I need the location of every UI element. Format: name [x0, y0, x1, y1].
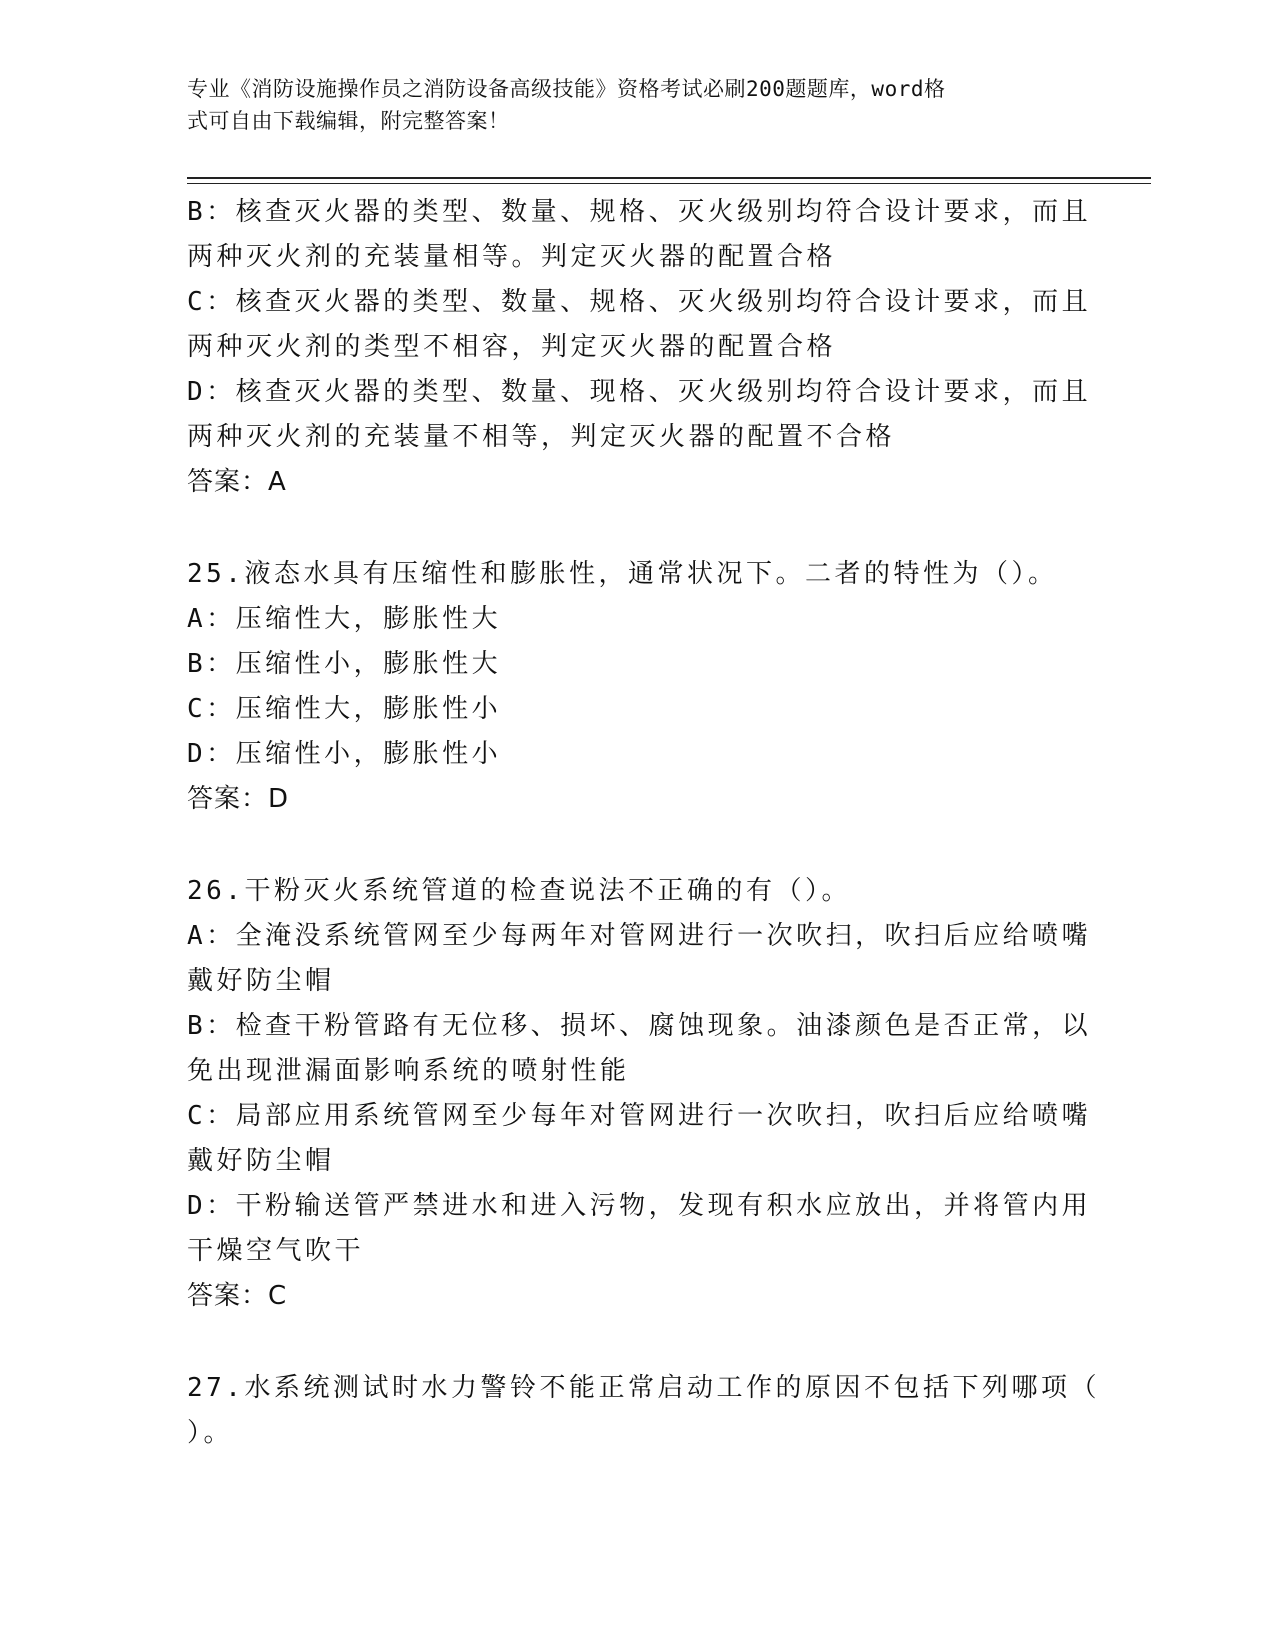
header-divider-thick: [187, 177, 1151, 179]
answer-label: 答案：C: [187, 1281, 288, 1311]
question-text-line-1: 27.水系统测试时水力警铃不能正常启动工作的原因不包括下列哪项（: [187, 1373, 1100, 1403]
option-d-line-2: 干燥空气吹干: [187, 1236, 365, 1266]
header-line-2: 式可自由下载编辑，附完整答案！: [187, 109, 510, 133]
option-c-line-2: 两种灭火剂的类型不相容，判定灭火器的配置合格: [187, 332, 837, 362]
option-d: D：压缩性小，膨胀性小: [187, 739, 502, 769]
question-26: [187, 869, 1092, 1319]
option-a-line-2: 戴好防尘帽: [187, 966, 335, 996]
option-c-line-1: C：局部应用系统管网至少每年对管网进行一次吹扫，吹扫后应给喷嘴: [187, 1101, 1092, 1131]
question-text: 26.干粉灭火系统管道的检查说法不正确的有（）。: [187, 876, 851, 906]
header-line-1: 专业《消防设施操作员之消防设备高级技能》资格考试必刷200题题库，word格: [187, 77, 946, 101]
question-text: 25.液态水具有压缩性和膨胀性，通常状况下。二者的特性为（）。: [187, 559, 1058, 589]
answer-label: 答案：A: [187, 467, 287, 497]
question-content: [187, 190, 1100, 1456]
option-b-line-1: B：检查干粉管路有无位移、损坏、腐蚀现象。油漆颜色是否正常，以: [187, 1011, 1092, 1041]
question-27: [187, 1366, 1100, 1456]
option-a: A：压缩性大，膨胀性大: [187, 604, 502, 634]
spacer: [187, 1319, 1087, 1366]
answer-label: 答案：D: [187, 784, 290, 814]
option-c: C：压缩性大，膨胀性小: [187, 694, 502, 724]
question-24-tail: [187, 190, 1092, 505]
option-d-line-1: D：核查灭火器的类型、数量、现格、灭火级别均符合设计要求，而且: [187, 377, 1092, 407]
document-header: [187, 73, 1067, 137]
spacer: [187, 505, 1087, 552]
option-c-line-1: C：核查灭火器的类型、数量、规格、灭火级别均符合设计要求，而且: [187, 287, 1092, 317]
option-d-line-1: D：干粉输送管严禁进水和进入污物，发现有积水应放出，并将管内用: [187, 1191, 1092, 1221]
option-a-line-1: A：全淹没系统管网至少每两年对管网进行一次吹扫，吹扫后应给喷嘴: [187, 921, 1092, 951]
option-d-line-2: 两种灭火剂的充装量不相等，判定灭火器的配置不合格: [187, 422, 896, 452]
option-c-line-2: 戴好防尘帽: [187, 1146, 335, 1176]
option-b-line-1: B：核查灭火器的类型、数量、规格、灭火级别均符合设计要求，而且: [187, 197, 1092, 227]
option-b: B：压缩性小，膨胀性大: [187, 649, 502, 679]
option-b-line-2: 两种灭火剂的充装量相等。判定灭火器的配置合格: [187, 242, 837, 272]
question-text-line-2: ）。: [187, 1418, 234, 1448]
spacer: [187, 822, 1087, 869]
option-b-line-2: 免出现泄漏面影响系统的喷射性能: [187, 1056, 630, 1086]
header-divider-thin: [187, 183, 1151, 184]
question-25: [187, 552, 1087, 822]
